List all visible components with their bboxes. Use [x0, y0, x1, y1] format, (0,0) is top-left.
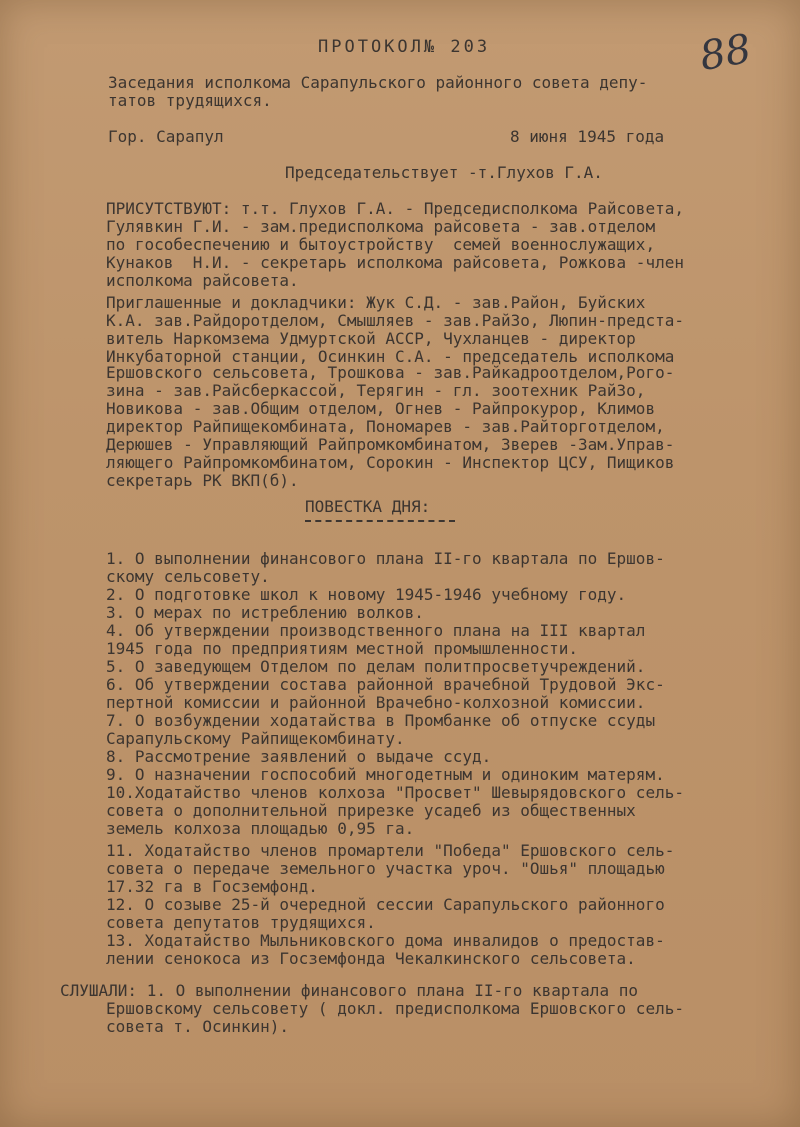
agenda-item: совета о дополнительной прирезке усадеб из общественных — [106, 801, 636, 820]
agenda-item: 1. О выполнении финансового плана II-го квартала по Ершов- — [106, 549, 665, 568]
invited-line: Дерюшев - Управляющий Райпромкомбинатом, Зверев -Зам.Управ- — [106, 435, 675, 454]
agenda-item: Сарапульскому Райпищекомбинату. — [106, 729, 405, 748]
agenda-item: пертной комиссии и районной Врачебно-колхозной комиссии. — [106, 693, 646, 712]
invited-line: Инкубаторной станции, Осинкин С.А. - председатель исполкома — [106, 347, 675, 366]
agenda-item: совета о передаче земельного участка уроч. "Ошья" площадью — [106, 859, 665, 878]
present-line: исполкома райсовета. — [106, 271, 299, 290]
document-title: ПРОТОКОЛ№ 203 — [318, 37, 491, 57]
invited-line: секретарь РК ВКП(б). — [106, 471, 299, 490]
agenda-item: 12. О созыве 25-й очередной сессии Сарапульского районного — [106, 895, 665, 914]
agenda-item: 13. Ходатайство Мыльниковского дома инвалидов о предостав- — [106, 931, 665, 950]
agenda-item: лении сенокоса из Госземфонда Чекалкинского сельсовета. — [106, 949, 636, 968]
agenda-item: 9. О назначении госпособий многодетным и одиноким матерям. — [106, 765, 665, 784]
agenda-item: скому сельсовету. — [106, 567, 270, 586]
heard-line: Ершовскому сельсовету ( докл. предисполкома Ершовского сель- — [106, 999, 684, 1018]
agenda-item: 7. О возбуждении ходатайства в Промбанке об отпуске ссуды — [106, 711, 656, 730]
agenda-item: 5. О заведующем Отделом по делам политпросветучреждений. — [106, 657, 646, 676]
agenda-item: 11. Ходатайство членов промартели "Победа" Ершовского сель- — [106, 841, 675, 860]
agenda-item: совета депутатов трудящихся. — [106, 913, 376, 932]
agenda-item: 1945 года по предприятиям местной промышленности. — [106, 639, 579, 658]
place: Гор. Сарапул — [108, 127, 224, 146]
invited-line: ляющего Райпромкомбинатом, Сорокин - Инспектор ЦСУ, Пищиков — [106, 453, 675, 472]
invited-line: директор Райпищекомбината, Пономарев - зав.Райторготделом, — [106, 417, 665, 436]
heard-line: СЛУШАЛИ: 1. О выполнении финансового плана II-го квартала по — [60, 981, 638, 1000]
chairperson-line: Председательствует -т.Глухов Г.А. — [285, 163, 603, 182]
present-line: ПРИСУТСТВУЮТ: т.т. Глухов Г.А. - Председисполкома Райсовета, — [106, 199, 684, 218]
invited-line: зина - зав.Райсберкассой, Терягин - гл. зоотехник РайЗо, — [106, 381, 646, 400]
heard-line: совета т. Осинкин). — [106, 1017, 290, 1036]
invited-line: Новикова - зав.Общим отделом, Огнев - Райпрокурор, Климов — [106, 399, 656, 418]
agenda-item: земель колхоза площадью 0,95 га. — [106, 819, 415, 838]
date: 8 июня 1945 года — [510, 127, 665, 146]
invited-line: К.А. зав.Райдоротделом, Смышляев - зав.РайЗо, Люпин-предста- — [106, 311, 684, 330]
agenda-heading-underline — [305, 520, 455, 522]
handwritten-page-number: 88 — [696, 25, 755, 81]
agenda-item: 10.Ходатайство членов колхоза "Просвет" Шевырядовского сель- — [106, 783, 684, 802]
present-line: Гулявкин Г.И. - зам.предисполкома райсовета - зав.отделом — [106, 217, 656, 236]
agenda-heading: ПОВЕСТКА ДНЯ: — [305, 497, 431, 516]
agenda-item: 4. Об утверждении производственного плана на III квартал — [106, 621, 646, 640]
agenda-item: 2. О подготовке школ к новому 1945-1946 учебному году. — [106, 585, 627, 604]
invited-line: Приглашенные и докладчики: Жук С.Д. - зав.Район, Буйских — [106, 293, 646, 312]
agenda-item: 8. Рассмотрение заявлений о выдаче ссуд. — [106, 747, 492, 766]
agenda-item: 6. Об утверждении состава районной врачебной Трудовой Экс- — [106, 675, 665, 694]
subtitle-line: татов трудящихся. — [108, 91, 272, 110]
invited-line: Ершовского сельсовета, Трошкова - зав.Райкадроотделом,Рого- — [106, 363, 675, 382]
agenda-item: 17.32 га в Госземфонд. — [106, 877, 318, 896]
invited-line: витель Наркомзема Удмуртской АССР, Чухланцев - директор — [106, 329, 636, 348]
subtitle-line: Заседания исполкома Сарапульского районного совета депу- — [108, 73, 648, 92]
agenda-item: 3. О мерах по истреблению волков. — [106, 603, 424, 622]
present-line: по гособеспечению и бытоустройству семей военнослужащих, — [106, 235, 656, 254]
present-line: Кунаков Н.И. - секретарь исполкома райсовета, Рожкова -член — [106, 253, 684, 272]
